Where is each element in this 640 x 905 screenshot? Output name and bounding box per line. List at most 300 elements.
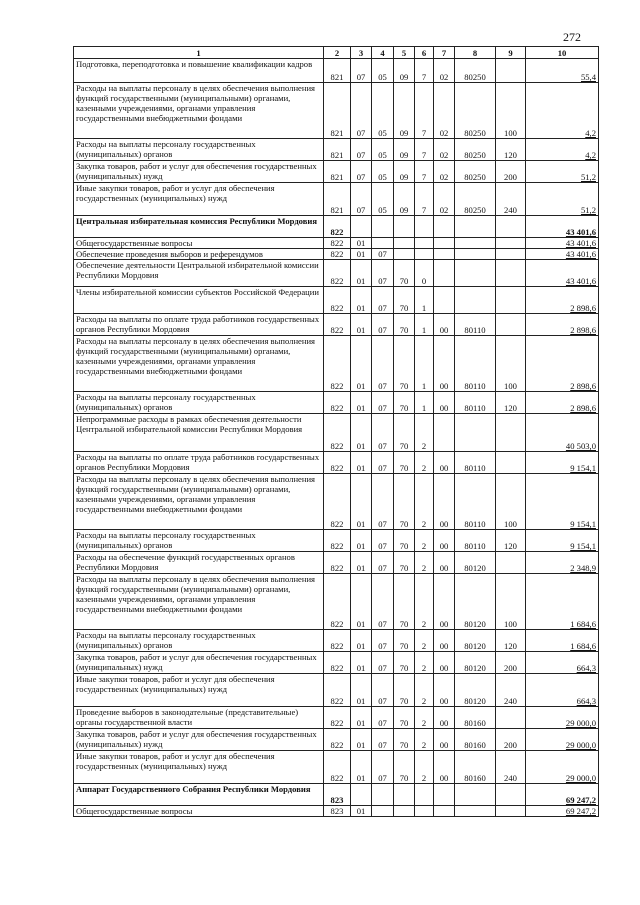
program-cell: 09: [394, 139, 415, 161]
activity-cell: 00: [434, 452, 455, 474]
program-cell: 70: [394, 336, 415, 392]
amount-cell: 1 684,6: [526, 630, 599, 652]
row-name-cell: Обеспечение деятельности Центральной избирательной комиссии Республики Мордовия: [74, 260, 324, 287]
subsection-cell: 07: [372, 729, 394, 751]
row-name-cell: Расходы на выплаты персоналу в целях обеспечения выполнения функций государственными (муниципальными) органами, казенными учреждениями, органами управления государственными внебюджетными фондами: [74, 574, 324, 630]
table-row: [74, 674, 599, 707]
section-cell: 01: [351, 260, 372, 287]
row-name-cell: Члены избирательной комиссии субъектов Российской Федерации: [74, 287, 324, 314]
row-name-cell: Закупка товаров, работ и услуг для обеспечения государственных (муниципальных) нужд: [74, 652, 324, 674]
row-name-cell: Расходы на выплаты персоналу в целях обеспечения выполнения функций государственными (муниципальными) органами, казенными учреждениями, органами управления государственными внебюджетными фондами: [74, 83, 324, 139]
table-row: [74, 249, 599, 260]
subsection-cell: [372, 238, 394, 249]
subprogram-cell: 1: [415, 336, 434, 392]
amount-cell: 664,3: [526, 674, 599, 707]
amount-cell: 40 503,0: [526, 414, 599, 452]
header-cell: 10: [526, 47, 599, 59]
table-body: [74, 59, 599, 817]
direction-cell: 80120: [455, 574, 496, 630]
direction-cell: 80120: [455, 630, 496, 652]
table-row: [74, 216, 599, 238]
table-row: [74, 474, 599, 530]
table-row: [74, 630, 599, 652]
activity-cell: [434, 238, 455, 249]
amount-cell: 9 154,1: [526, 474, 599, 530]
admin-code-cell: 823: [324, 784, 351, 806]
activity-cell: [434, 806, 455, 817]
program-cell: 70: [394, 552, 415, 574]
subsection-cell: 07: [372, 574, 394, 630]
activity-cell: 02: [434, 161, 455, 183]
admin-code-cell: 822: [324, 707, 351, 729]
program-cell: 09: [394, 161, 415, 183]
activity-cell: 00: [434, 552, 455, 574]
amount-cell: 43 401,6: [526, 216, 599, 238]
subsection-cell: 07: [372, 474, 394, 530]
expense-type-cell: 120: [496, 139, 526, 161]
expense-type-cell: 240: [496, 183, 526, 216]
row-name-cell: Аппарат Государственного Собрания Республики Мордовия: [74, 784, 324, 806]
activity-cell: 00: [434, 707, 455, 729]
expense-type-cell: [496, 238, 526, 249]
program-cell: 70: [394, 452, 415, 474]
direction-cell: 80110: [455, 314, 496, 336]
table-row: [74, 238, 599, 249]
amount-cell: 51,2: [526, 183, 599, 216]
table-row: [74, 183, 599, 216]
section-cell: 01: [351, 729, 372, 751]
subprogram-cell: 2: [415, 751, 434, 784]
table-row: [74, 336, 599, 392]
program-cell: 70: [394, 729, 415, 751]
row-name-cell: Расходы на выплаты персоналу государственных (муниципальных) органов: [74, 530, 324, 552]
subprogram-cell: [415, 238, 434, 249]
row-name-cell: Иные закупки товаров, работ и услуг для обеспечения государственных (муниципальных) нужд: [74, 751, 324, 784]
activity-cell: [434, 216, 455, 238]
subsection-cell: 07: [372, 630, 394, 652]
amount-cell: 4,2: [526, 83, 599, 139]
admin-code-cell: 822: [324, 552, 351, 574]
admin-code-cell: 822: [324, 216, 351, 238]
amount-cell: 9 154,1: [526, 530, 599, 552]
table-row: [74, 751, 599, 784]
expense-type-cell: 100: [496, 574, 526, 630]
subsection-cell: 07: [372, 336, 394, 392]
subprogram-cell: 2: [415, 674, 434, 707]
subsection-cell: 07: [372, 260, 394, 287]
section-cell: 07: [351, 83, 372, 139]
section-cell: 01: [351, 392, 372, 414]
expense-type-cell: [496, 260, 526, 287]
expense-type-cell: 100: [496, 336, 526, 392]
section-cell: 01: [351, 414, 372, 452]
admin-code-cell: 822: [324, 630, 351, 652]
section-cell: 01: [351, 552, 372, 574]
program-cell: [394, 238, 415, 249]
expense-type-cell: [496, 552, 526, 574]
direction-cell: 80250: [455, 183, 496, 216]
amount-cell: 664,3: [526, 652, 599, 674]
activity-cell: [434, 414, 455, 452]
activity-cell: [434, 260, 455, 287]
table-row: [74, 652, 599, 674]
subsection-cell: 07: [372, 314, 394, 336]
program-cell: 70: [394, 392, 415, 414]
subprogram-cell: 7: [415, 183, 434, 216]
admin-code-cell: 822: [324, 729, 351, 751]
admin-code-cell: 822: [324, 238, 351, 249]
admin-code-cell: 822: [324, 260, 351, 287]
section-cell: 07: [351, 161, 372, 183]
program-cell: 70: [394, 674, 415, 707]
section-cell: [351, 784, 372, 806]
direction-cell: 80120: [455, 552, 496, 574]
row-name-cell: Подготовка, переподготовка и повышение квалификации кадров: [74, 59, 324, 83]
subprogram-cell: 2: [415, 630, 434, 652]
subsection-cell: 05: [372, 183, 394, 216]
direction-cell: 80120: [455, 652, 496, 674]
subsection-cell: 05: [372, 161, 394, 183]
activity-cell: 00: [434, 729, 455, 751]
table-row: [74, 806, 599, 817]
subprogram-cell: 2: [415, 474, 434, 530]
section-cell: 01: [351, 630, 372, 652]
program-cell: 70: [394, 630, 415, 652]
direction-cell: [455, 414, 496, 452]
table-row: [74, 287, 599, 314]
subsection-cell: 05: [372, 59, 394, 83]
admin-code-cell: 822: [324, 414, 351, 452]
header-cell: 7: [434, 47, 455, 59]
activity-cell: 00: [434, 574, 455, 630]
row-name-cell: Иные закупки товаров, работ и услуг для обеспечения государственных (муниципальных) нужд: [74, 674, 324, 707]
subprogram-cell: 2: [415, 552, 434, 574]
amount-cell: 69 247,2: [526, 784, 599, 806]
direction-cell: [455, 784, 496, 806]
subprogram-cell: 2: [415, 530, 434, 552]
section-cell: 07: [351, 139, 372, 161]
subprogram-cell: 2: [415, 707, 434, 729]
header-cell: 2: [324, 47, 351, 59]
subsection-cell: 07: [372, 674, 394, 707]
expense-type-cell: 100: [496, 83, 526, 139]
activity-cell: 02: [434, 83, 455, 139]
direction-cell: [455, 249, 496, 260]
expense-type-cell: [496, 59, 526, 83]
amount-cell: 43 401,6: [526, 260, 599, 287]
program-cell: [394, 806, 415, 817]
expense-type-cell: [496, 216, 526, 238]
subsection-cell: 07: [372, 707, 394, 729]
section-cell: [351, 216, 372, 238]
activity-cell: 00: [434, 674, 455, 707]
admin-code-cell: 822: [324, 392, 351, 414]
section-cell: 01: [351, 474, 372, 530]
section-cell: 01: [351, 238, 372, 249]
subprogram-cell: 2: [415, 414, 434, 452]
direction-cell: 80120: [455, 674, 496, 707]
activity-cell: [434, 287, 455, 314]
program-cell: 70: [394, 474, 415, 530]
direction-cell: 80160: [455, 729, 496, 751]
row-name-cell: Расходы на обеспечение функций государственных органов Республики Мордовия: [74, 552, 324, 574]
amount-cell: 51,2: [526, 161, 599, 183]
subprogram-cell: 1: [415, 314, 434, 336]
section-cell: 01: [351, 314, 372, 336]
program-cell: [394, 249, 415, 260]
activity-cell: 00: [434, 530, 455, 552]
subprogram-cell: 0: [415, 260, 434, 287]
activity-cell: 00: [434, 630, 455, 652]
subsection-cell: 07: [372, 552, 394, 574]
expense-type-cell: 120: [496, 630, 526, 652]
row-name-cell: Иные закупки товаров, работ и услуг для обеспечения государственных (муниципальных) нужд: [74, 183, 324, 216]
program-cell: 70: [394, 414, 415, 452]
table-row: [74, 707, 599, 729]
admin-code-cell: 822: [324, 574, 351, 630]
subprogram-cell: 2: [415, 574, 434, 630]
program-cell: 70: [394, 574, 415, 630]
direction-cell: [455, 216, 496, 238]
subprogram-cell: 1: [415, 287, 434, 314]
program-cell: 09: [394, 83, 415, 139]
admin-code-cell: 822: [324, 674, 351, 707]
header-cell: 8: [455, 47, 496, 59]
program-cell: 70: [394, 260, 415, 287]
direction-cell: 80160: [455, 751, 496, 784]
amount-cell: 2 898,6: [526, 336, 599, 392]
subsection-cell: 07: [372, 249, 394, 260]
amount-cell: 29 000,0: [526, 707, 599, 729]
section-cell: 01: [351, 674, 372, 707]
admin-code-cell: 821: [324, 83, 351, 139]
section-cell: 01: [351, 287, 372, 314]
expense-type-cell: 100: [496, 474, 526, 530]
row-name-cell: Проведение выборов в законодательные (представительные) органы государственной власти: [74, 707, 324, 729]
row-name-cell: Закупка товаров, работ и услуг для обеспечения государственных (муниципальных) нужд: [74, 729, 324, 751]
row-name-cell: Обеспечение проведения выборов и референдумов: [74, 249, 324, 260]
direction-cell: [455, 806, 496, 817]
admin-code-cell: 822: [324, 530, 351, 552]
amount-cell: 43 401,6: [526, 238, 599, 249]
admin-code-cell: 822: [324, 452, 351, 474]
expense-type-cell: 240: [496, 674, 526, 707]
expense-type-cell: 200: [496, 652, 526, 674]
table-row: [74, 59, 599, 83]
section-cell: 01: [351, 652, 372, 674]
activity-cell: 00: [434, 336, 455, 392]
direction-cell: [455, 287, 496, 314]
admin-code-cell: 822: [324, 751, 351, 784]
direction-cell: [455, 260, 496, 287]
activity-cell: 00: [434, 652, 455, 674]
header-row: [74, 47, 599, 59]
row-name-cell: Общегосударственные вопросы: [74, 806, 324, 817]
table-row: [74, 260, 599, 287]
row-name-cell: Расходы на выплаты по оплате труда работников государственных органов Республики Мордовия: [74, 314, 324, 336]
activity-cell: 00: [434, 392, 455, 414]
section-cell: 07: [351, 183, 372, 216]
table-row: [74, 83, 599, 139]
expense-type-cell: [496, 806, 526, 817]
admin-code-cell: 821: [324, 59, 351, 83]
expense-type-cell: [496, 314, 526, 336]
table-row: [74, 314, 599, 336]
subsection-cell: 07: [372, 287, 394, 314]
program-cell: 70: [394, 751, 415, 784]
program-cell: 70: [394, 287, 415, 314]
expense-type-cell: 120: [496, 530, 526, 552]
subsection-cell: 07: [372, 452, 394, 474]
header-cell: 5: [394, 47, 415, 59]
subprogram-cell: 7: [415, 161, 434, 183]
header-cell: 1: [74, 47, 324, 59]
section-cell: 01: [351, 751, 372, 784]
table-row: [74, 452, 599, 474]
section-cell: 01: [351, 452, 372, 474]
section-cell: 01: [351, 707, 372, 729]
subsection-cell: 07: [372, 414, 394, 452]
activity-cell: [434, 784, 455, 806]
subprogram-cell: [415, 249, 434, 260]
amount-cell: 4,2: [526, 139, 599, 161]
program-cell: 09: [394, 183, 415, 216]
row-name-cell: Расходы на выплаты персоналу в целях обеспечения выполнения функций государственными (муниципальными) органами, казенными учреждениями, органами управления государственными внебюджетными фондами: [74, 336, 324, 392]
table-row: [74, 574, 599, 630]
expense-type-cell: 120: [496, 392, 526, 414]
admin-code-cell: 822: [324, 336, 351, 392]
table-row: [74, 530, 599, 552]
row-name-cell: Центральная избирательная комиссия Республики Мордовия: [74, 216, 324, 238]
row-name-cell: Расходы на выплаты по оплате труда работников государственных органов Республики Мордовия: [74, 452, 324, 474]
subsection-cell: [372, 806, 394, 817]
section-cell: 01: [351, 574, 372, 630]
table-row: [74, 139, 599, 161]
program-cell: 70: [394, 314, 415, 336]
subsection-cell: 07: [372, 530, 394, 552]
direction-cell: 80110: [455, 530, 496, 552]
program-cell: 09: [394, 59, 415, 83]
table-row: [74, 552, 599, 574]
table-row: [74, 414, 599, 452]
row-name-cell: Непрограммные расходы в рамках обеспечения деятельности Центральной избирательной комиссии Республики Мордовия: [74, 414, 324, 452]
amount-cell: 2 898,6: [526, 392, 599, 414]
expense-type-cell: [496, 287, 526, 314]
admin-code-cell: 822: [324, 474, 351, 530]
admin-code-cell: 822: [324, 287, 351, 314]
amount-cell: 69 247,2: [526, 806, 599, 817]
subprogram-cell: 2: [415, 729, 434, 751]
subprogram-cell: [415, 216, 434, 238]
expense-type-cell: [496, 784, 526, 806]
amount-cell: 43 401,6: [526, 249, 599, 260]
subprogram-cell: 7: [415, 83, 434, 139]
row-name-cell: Общегосударственные вопросы: [74, 238, 324, 249]
subprogram-cell: 2: [415, 652, 434, 674]
direction-cell: 80250: [455, 83, 496, 139]
activity-cell: 02: [434, 183, 455, 216]
subprogram-cell: 2: [415, 452, 434, 474]
subsection-cell: 05: [372, 139, 394, 161]
row-name-cell: Закупка товаров, работ и услуг для обеспечения государственных (муниципальных) нужд: [74, 161, 324, 183]
direction-cell: 80250: [455, 59, 496, 83]
table-row: [74, 161, 599, 183]
subsection-cell: 07: [372, 751, 394, 784]
admin-code-cell: 823: [324, 806, 351, 817]
subsection-cell: 07: [372, 652, 394, 674]
amount-cell: 29 000,0: [526, 729, 599, 751]
subsection-cell: [372, 784, 394, 806]
table-row: [74, 784, 599, 806]
row-name-cell: Расходы на выплаты персоналу государственных (муниципальных) органов: [74, 139, 324, 161]
program-cell: 70: [394, 652, 415, 674]
budget-table: [73, 46, 599, 817]
subsection-cell: 07: [372, 392, 394, 414]
activity-cell: 02: [434, 139, 455, 161]
admin-code-cell: 822: [324, 652, 351, 674]
expense-type-cell: [496, 249, 526, 260]
direction-cell: 80250: [455, 161, 496, 183]
direction-cell: 80110: [455, 474, 496, 530]
subprogram-cell: [415, 806, 434, 817]
direction-cell: 80160: [455, 707, 496, 729]
expense-type-cell: [496, 452, 526, 474]
activity-cell: [434, 249, 455, 260]
direction-cell: 80250: [455, 139, 496, 161]
subprogram-cell: 7: [415, 139, 434, 161]
expense-type-cell: 200: [496, 729, 526, 751]
admin-code-cell: 821: [324, 161, 351, 183]
amount-cell: 9 154,1: [526, 452, 599, 474]
amount-cell: 2 348,9: [526, 552, 599, 574]
amount-cell: 55,4: [526, 59, 599, 83]
expense-type-cell: [496, 707, 526, 729]
section-cell: 01: [351, 336, 372, 392]
row-name-cell: Расходы на выплаты персоналу государственных (муниципальных) органов: [74, 630, 324, 652]
program-cell: [394, 216, 415, 238]
program-cell: [394, 784, 415, 806]
subprogram-cell: [415, 784, 434, 806]
row-name-cell: Расходы на выплаты персоналу в целях обеспечения выполнения функций государственными (муниципальными) органами, казенными учреждениями, органами управления государственными внебюджетными фондами: [74, 474, 324, 530]
subsection-cell: [372, 216, 394, 238]
table-row: [74, 392, 599, 414]
admin-code-cell: 822: [324, 249, 351, 260]
amount-cell: 29 000,0: [526, 751, 599, 784]
expense-type-cell: 200: [496, 161, 526, 183]
row-name-cell: Расходы на выплаты персоналу государственных (муниципальных) органов: [74, 392, 324, 414]
section-cell: 01: [351, 806, 372, 817]
subprogram-cell: 7: [415, 59, 434, 83]
header-cell: 3: [351, 47, 372, 59]
section-cell: 01: [351, 249, 372, 260]
activity-cell: 00: [434, 314, 455, 336]
header-cell: 4: [372, 47, 394, 59]
direction-cell: [455, 238, 496, 249]
direction-cell: 80110: [455, 392, 496, 414]
subsection-cell: 05: [372, 83, 394, 139]
activity-cell: 00: [434, 474, 455, 530]
amount-cell: 2 898,6: [526, 314, 599, 336]
admin-code-cell: 821: [324, 183, 351, 216]
direction-cell: 80110: [455, 336, 496, 392]
admin-code-cell: 822: [324, 314, 351, 336]
admin-code-cell: 821: [324, 139, 351, 161]
direction-cell: 80110: [455, 452, 496, 474]
program-cell: 70: [394, 707, 415, 729]
expense-type-cell: 240: [496, 751, 526, 784]
activity-cell: 02: [434, 59, 455, 83]
program-cell: 70: [394, 530, 415, 552]
